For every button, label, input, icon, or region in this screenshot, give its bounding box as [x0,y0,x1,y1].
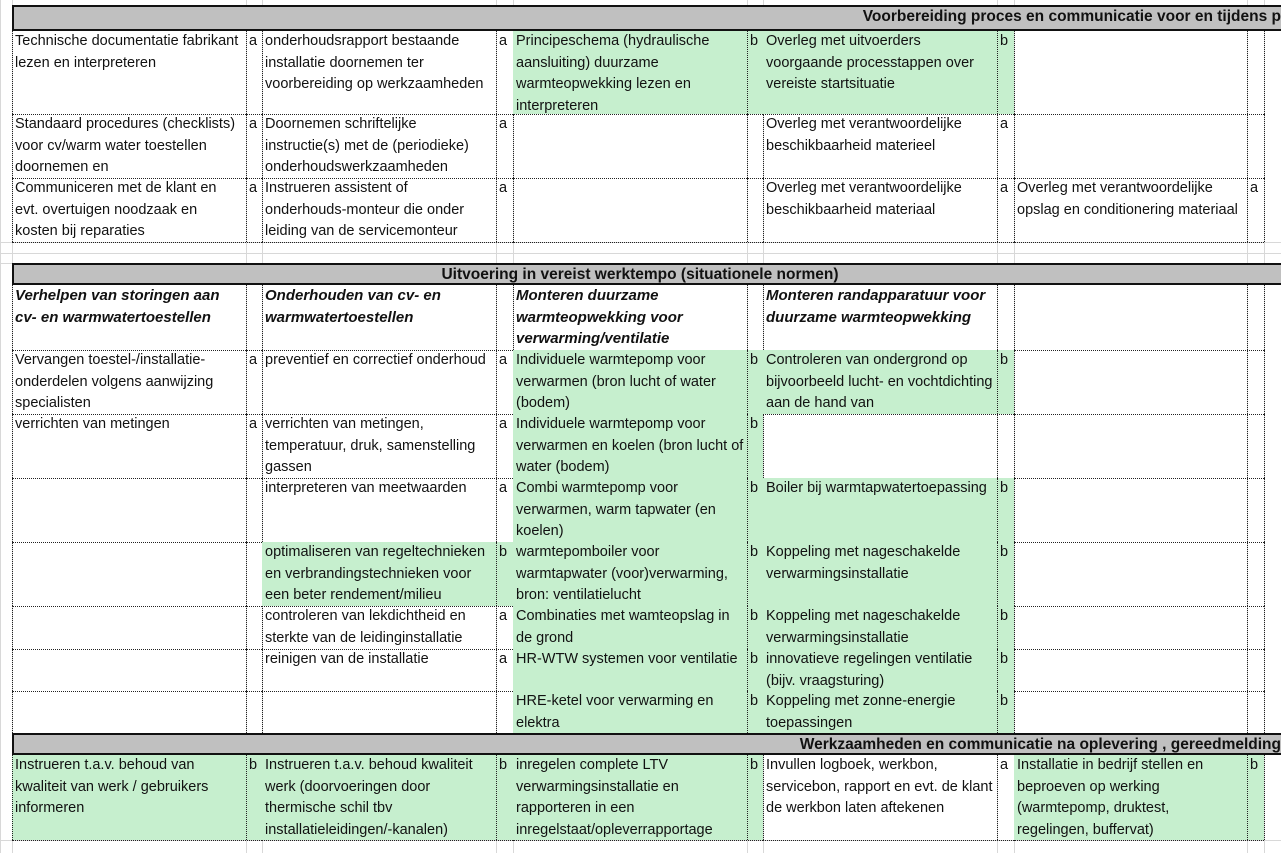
cell-border [513,840,763,841]
level-cell[interactable] [246,542,262,606]
cell-border [1014,840,1264,841]
cell-border [1264,478,1265,542]
cell-border [246,542,247,606]
level-cell[interactable]: a [499,116,508,132]
cell-border [997,285,998,350]
table-cell[interactable]: Combinaties met wamteopslag in de grond [513,606,747,649]
cell-border [1264,178,1265,242]
cell-border [1264,350,1265,414]
level-cell[interactable]: b [1247,755,1264,840]
level-cell[interactable] [496,691,513,733]
cell-border [12,31,13,114]
level-cell[interactable] [997,414,1014,478]
cell-border [1247,31,1248,114]
table-cell[interactable]: reinigen van de installatie [265,651,429,667]
level-cell[interactable]: b [496,542,513,606]
cell-border [1247,542,1248,606]
table-cell[interactable]: Onderhouden van cv- en warmwatertoestellen [265,287,441,326]
cell-border [496,542,497,606]
table-cell[interactable]: Boiler bij warmtapwatertoepassing [763,478,997,542]
cell-border [1247,755,1248,840]
table-cell[interactable]: Koppeling met nageschakelde verwarmingsinstallatie [763,606,997,649]
table-cell[interactable] [1014,285,1247,350]
table-cell[interactable] [1014,478,1247,542]
table-cell[interactable]: Overleg met uitvoerders voorgaande processtappen over vereiste startsituatie [763,31,997,114]
level-cell[interactable] [1247,414,1264,478]
table-cell[interactable] [12,478,246,542]
cell-border [496,31,497,114]
table-cell[interactable]: Monteren randapparatuur voor duurzame warmteopwekking [766,287,986,326]
level-cell[interactable]: b [747,542,763,606]
level-cell[interactable] [1247,31,1264,114]
level-cell[interactable]: b [246,755,262,840]
level-cell[interactable]: a [499,416,508,432]
table-cell[interactable] [12,606,246,649]
level-cell[interactable]: b [997,606,1014,649]
table-cell[interactable]: HRE-ketel voor verwarming en elektra [513,691,747,733]
table-cell[interactable] [1014,542,1247,606]
cell-border [1247,285,1248,350]
cell-border [12,478,13,542]
cell-border [1264,606,1265,649]
level-cell[interactable]: b [747,478,763,542]
level-cell[interactable]: b [997,478,1014,542]
cell-border [747,350,748,414]
level-cell[interactable]: b [997,542,1014,606]
table-cell[interactable]: controleren van lekdichtheid en sterkte van de leidinginstallatie [265,608,466,646]
cell-border [1247,178,1248,242]
level-cell[interactable]: a [249,352,258,368]
cell-border [496,649,497,691]
table-cell[interactable] [1014,414,1247,478]
cell-border [246,755,247,840]
table-cell[interactable]: Vervangen toestel-/installatie-onderdelen volgens aanwijzing specialisten [15,352,214,411]
level-cell[interactable]: a [1000,180,1009,196]
level-cell[interactable]: a [1250,180,1259,196]
cell-border [246,285,247,350]
cell-border [1264,414,1265,478]
cell-border [246,31,247,114]
table-cell[interactable]: Principeschema (hydraulische aansluiting) duurzame warmteopwekking lezen en interpreteren [513,31,747,114]
cell-border [747,606,748,649]
level-cell[interactable]: a [499,180,508,196]
cell-border [496,178,497,242]
cell-border [12,649,13,691]
level-cell[interactable]: b [997,350,1014,414]
table-cell[interactable]: innovatieve regelingen ventilatie (bijv. vraagsturing) [763,649,997,691]
level-cell[interactable]: a [499,651,508,667]
level-cell[interactable] [1247,649,1264,691]
cell-border [763,840,1014,841]
table-cell[interactable]: Koppeling met nageschakelde verwarmingsinstallatie [763,542,997,606]
section-header [12,5,1281,31]
cell-border [1014,242,1264,243]
cell-border [12,350,13,414]
level-cell[interactable] [246,478,262,542]
cell-border [12,691,13,733]
gridline-vertical [0,0,1,853]
table-cell[interactable]: verrichten van metingen [15,416,170,432]
cell-border [246,691,247,733]
table-cell[interactable]: Combi warmtepomp voor verwarmen, warm tapwater (en koelen) [513,478,747,542]
cell-border [997,755,998,840]
table-cell[interactable] [1014,606,1247,649]
table-cell[interactable]: Instrueren assistent of onderhouds-monteur die onder leiding van de servicemonteur [265,180,465,239]
cell-border [1264,542,1265,606]
level-cell[interactable]: a [1000,757,1009,773]
table-cell[interactable]: Overleg met verantwoordelijke opslag en conditionering materiaal [1017,180,1238,218]
table-cell[interactable]: Individuele warmtepomp voor verwarmen en koelen (bron lucht of water (bodem) [513,414,747,478]
cell-border [496,755,497,840]
level-cell[interactable] [747,285,763,350]
cell-border [997,31,998,114]
level-cell[interactable] [1247,478,1264,542]
table-cell[interactable] [513,114,747,178]
level-cell[interactable]: a [249,180,258,196]
section-title: Uitvoering in vereist werktempo (situationele normen) [441,266,839,283]
level-cell[interactable] [496,285,513,350]
table-cell[interactable] [1014,350,1247,414]
table-cell[interactable]: Technische documentatie fabrikant lezen en interpreteren [15,33,239,71]
level-cell[interactable] [246,649,262,691]
table-cell[interactable]: Communiceren met de klant en evt. overtuigen noodzaak en kosten bij reparaties [15,180,217,239]
level-cell[interactable] [1247,350,1264,414]
table-cell[interactable] [262,691,496,733]
level-cell[interactable]: b [997,31,1014,114]
cell-border [496,114,497,178]
table-cell[interactable]: Overleg met verantwoordelijke beschikbaarheid materiaal [766,180,962,218]
table-cell[interactable] [513,178,747,242]
cell-border [12,114,13,178]
cell-border [246,478,247,542]
cell-border [513,242,763,243]
cell-border [246,114,247,178]
cell-border [1247,350,1248,414]
table-cell[interactable]: preventief en correctief onderhoud [265,352,486,368]
cell-border [747,478,748,542]
cell-border [997,542,998,606]
level-cell[interactable] [747,114,763,178]
table-cell[interactable]: Instrueren t.a.v. behoud van kwaliteit van werk / gebruikers informeren [12,755,246,840]
table-cell[interactable]: Monteren duurzame warmteopwekking voor verwarming/ventilatie [516,287,683,347]
cell-border [997,350,998,414]
table-cell[interactable]: Doornemen schriftelijke instructie(s) met de (periodieke) onderhoudswerkzaamheden [265,116,469,175]
cell-border [246,350,247,414]
level-cell[interactable]: a [1000,116,1009,132]
cell-border [1264,285,1265,350]
level-cell[interactable]: a [249,416,258,432]
cell-border [747,285,748,350]
cell-border [747,414,748,478]
table-cell[interactable]: Standaard procedures (checklists) voor cv/warm water toestellen doornemen en [15,116,236,175]
cell-border [763,242,1014,243]
cell-border [1264,31,1265,114]
table-cell[interactable]: Instrueren t.a.v. behoud kwaliteit werk (doorvoeringen door thermische schil tbv installatieleidingen/-kanalen) [262,755,496,840]
level-cell[interactable]: b [747,691,763,733]
table-cell[interactable] [763,414,997,478]
section-title: Voorbereiding proces en communicatie voor en tijdens p [862,8,1281,25]
cell-border [997,649,998,691]
cell-border [997,414,998,478]
table-cell[interactable] [1014,31,1247,114]
section-title: Werkzaamheden en communicatie na oplevering , gereedmelding [799,736,1281,753]
table-cell[interactable]: interpreteren van meetwaarden [265,480,467,496]
cell-border [12,178,13,242]
level-cell[interactable] [997,285,1014,350]
cell-border [1247,414,1248,478]
table-cell[interactable]: Controleren van ondergrond op bijvoorbeeld lucht- en vochtdichting aan de hand van [763,350,997,414]
cell-border [747,542,748,606]
cell-border [747,114,748,178]
table-cell[interactable]: inregelen complete LTV verwarmingsinstallatie en rapporteren in een inregelstaat/opleverrapportage [513,755,747,840]
level-cell[interactable] [1247,691,1264,733]
cell-border [12,414,13,478]
cell-border [1264,755,1265,840]
level-cell[interactable] [1247,542,1264,606]
table-cell[interactable]: warmtepomboiler voor warmtapwater (voor)verwarming, bron: ventilatielucht [513,542,747,606]
level-cell[interactable]: b [997,649,1014,691]
cell-border [246,649,247,691]
level-cell[interactable] [1247,606,1264,649]
cell-border [1247,114,1248,178]
cell-border [246,414,247,478]
level-cell[interactable]: a [499,608,508,624]
cell-border [262,840,513,841]
cell-border [496,606,497,649]
table-cell[interactable] [1014,691,1247,733]
cell-border [1264,691,1265,733]
level-cell[interactable]: b [747,350,763,414]
level-cell[interactable]: a [499,352,508,368]
table-cell[interactable]: Overleg met verantwoordelijke beschikbaarheid materieel [766,116,962,154]
level-cell[interactable]: a [499,33,508,49]
cell-border [747,31,748,114]
level-cell[interactable]: b [747,31,763,114]
table-cell[interactable]: Koppeling met zonne-energie toepassingen [763,691,997,733]
cell-border [246,178,247,242]
table-cell[interactable]: onderhoudsrapport bestaande installatie doornemen ter voorbereiding op werkzaamheden [265,33,484,92]
cell-border [997,691,998,733]
section-header [12,263,1281,285]
level-cell[interactable]: a [249,33,258,49]
level-cell[interactable]: b [997,691,1014,733]
table-cell[interactable]: Invullen logboek, werkbon, servicebon, rapport en evt. de klant de werkbon laten aftekenen [766,757,993,816]
cell-border [1247,478,1248,542]
cell-border [12,840,262,841]
cell-border [12,285,13,350]
table-cell[interactable] [12,542,246,606]
cell-border [1247,606,1248,649]
cell-border [12,542,13,606]
cell-border [496,285,497,350]
level-cell[interactable]: b [747,649,763,691]
cell-border [997,606,998,649]
level-cell[interactable] [246,285,262,350]
cell-border [496,414,497,478]
table-cell[interactable]: optimaliseren van regeltechnieken en verbrandingstechnieken voor een beter rendement/milieu [262,542,496,606]
table-cell[interactable]: Installatie in bedrijf stellen en beproeven op werking (warmtepomp, druktest, regelingen, buffervat) [1014,755,1247,840]
section-header [12,733,1281,755]
table-cell[interactable] [12,649,246,691]
cell-border [1247,691,1248,733]
table-cell[interactable]: verrichten van metingen, temperatuur, druk, samenstelling gassen [265,416,476,475]
cell-border [246,606,247,649]
table-cell[interactable] [12,691,246,733]
table-cell[interactable] [1014,649,1247,691]
level-cell[interactable]: b [496,755,513,840]
cell-border [12,606,13,649]
cell-border [747,691,748,733]
cell-border [997,478,998,542]
cell-border [747,649,748,691]
level-cell[interactable]: b [747,606,763,649]
level-cell[interactable] [1247,285,1264,350]
cell-border [12,755,13,840]
cell-border [997,114,998,178]
level-cell[interactable] [246,606,262,649]
cell-border [1247,649,1248,691]
table-cell[interactable]: HR-WTW systemen voor ventilatie [513,649,747,691]
cell-border [262,242,513,243]
table-cell[interactable] [1014,114,1247,178]
cell-border [496,478,497,542]
cell-border [1264,649,1265,691]
level-cell[interactable]: b [747,755,763,840]
level-cell[interactable]: a [249,116,258,132]
cell-border [747,755,748,840]
gridline-horizontal [0,253,1281,254]
cell-border [496,691,497,733]
level-cell[interactable] [1247,114,1264,178]
cell-border [1264,114,1265,178]
cell-border [997,178,998,242]
cell-border [12,242,262,243]
level-cell[interactable] [246,691,262,733]
level-cell[interactable]: b [747,414,763,478]
table-cell[interactable]: Verhelpen van storingen aan cv- en warmwatertoestellen [15,287,220,326]
level-cell[interactable] [747,178,763,242]
table-cell[interactable]: Individuele warmtepomp voor verwarmen (bron lucht of water (bodem) [513,350,747,414]
cell-border [496,350,497,414]
cell-border [747,178,748,242]
level-cell[interactable]: a [499,480,508,496]
